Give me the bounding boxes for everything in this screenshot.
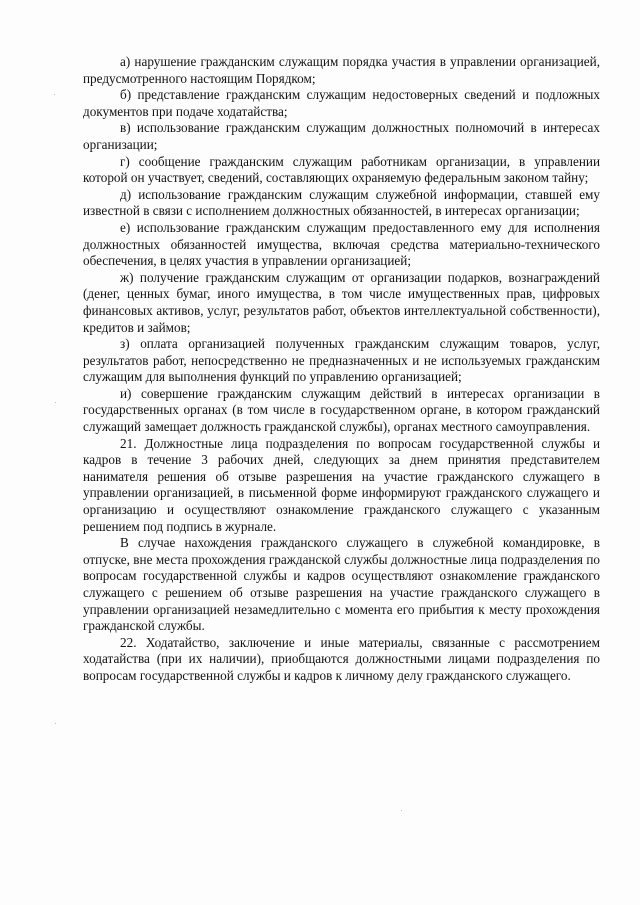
- paragraph-21: 21. Должностные лица подразделения по вопросам государственной службы и кадров в течение 3 рабочих дней, следующих за днем принятия представителем нанимателя решения об отзыве разрешения на участие гражданского служащего в управлении организацией, в письменной форме информируют гражданского служащего и организацию и осуществляют ознакомление гражданского служащего с указанным решением под подпись в журнале.: [83, 435, 600, 534]
- paragraph-d: д) использование гражданским служащим служебной информации, ставшей ему известной в связи с исполнением должностных обязанностей, в интересах организации;: [83, 186, 600, 219]
- scan-speck: [401, 810, 402, 811]
- scan-speck: [54, 94, 55, 95]
- document-body: [83, 54, 600, 685]
- paragraph-b: б) представление гражданским служащим недостоверных сведений и подложных документов при подаче ходатайства;: [83, 87, 600, 119]
- paragraph-21-continued: В случае нахождения гражданского служащего в служебной командировке, в отпуске, вне места прохождения гражданской службы должностные лица подразделения по вопросам государственной службы и кадров осуществляют ознакомление гражданского служащего с решением об отзыве разрешения на участие гражданского служащего в управлении организацией незамедлительно с момента его прибытия к месту прохождения гражданской службы.: [83, 535, 600, 634]
- paragraph-22: 22. Ходатайство, заключение и иные материалы, связанные с рассмотрением ходатайства (при их наличии), приобщаются должностными лицами подразделения по вопросам государственной службы и кадров к личному делу гражданского служащего.: [83, 634, 600, 683]
- scan-speck: [55, 402, 56, 403]
- paragraph-z: з) оплата организацией полученных гражданским служащим товаров, услуг, результатов работ, непосредственно не предназначенных и не используемых гражданским служащим для выполнения функций по управлению организацией;: [83, 336, 600, 385]
- paragraph-e: е) использование гражданским служащим предоставленного ему для исполнения должностных обязанностей имущества, включая средства материально-технического обеспечения, в целях участия в управлении организацией;: [83, 219, 600, 269]
- scan-speck: [55, 723, 56, 724]
- paragraph-v: в) использование гражданским служащим должностных полномочий в интересах организации;: [83, 120, 600, 152]
- paragraph-i: и) совершение гражданским служащим действий в интересах организации в государственных органах (в том числе в государственном органе, в котором гражданский служащий замещает должность гражданской службы), органах местного самоуправления.: [83, 385, 600, 435]
- paragraph-g: г) сообщение гражданским служащим работникам организации, в управлении которой он участвует, сведений, составляющих охраняемую федеральным законом тайну;: [83, 153, 600, 186]
- paragraph-zh: ж) получение гражданским служащим от организации подарков, вознаграждений (денег, ценных бумаг, иного имущества, в том числе имущественных прав, цифровых финансовых активов, услуг, результатов работ, объектов интеллектуальной собственности), кредитов и займов;: [83, 269, 600, 335]
- paragraph-a: а) нарушение гражданским служащим порядка участия в управлении организацией, предусмотренного настоящим Порядком;: [83, 54, 600, 86]
